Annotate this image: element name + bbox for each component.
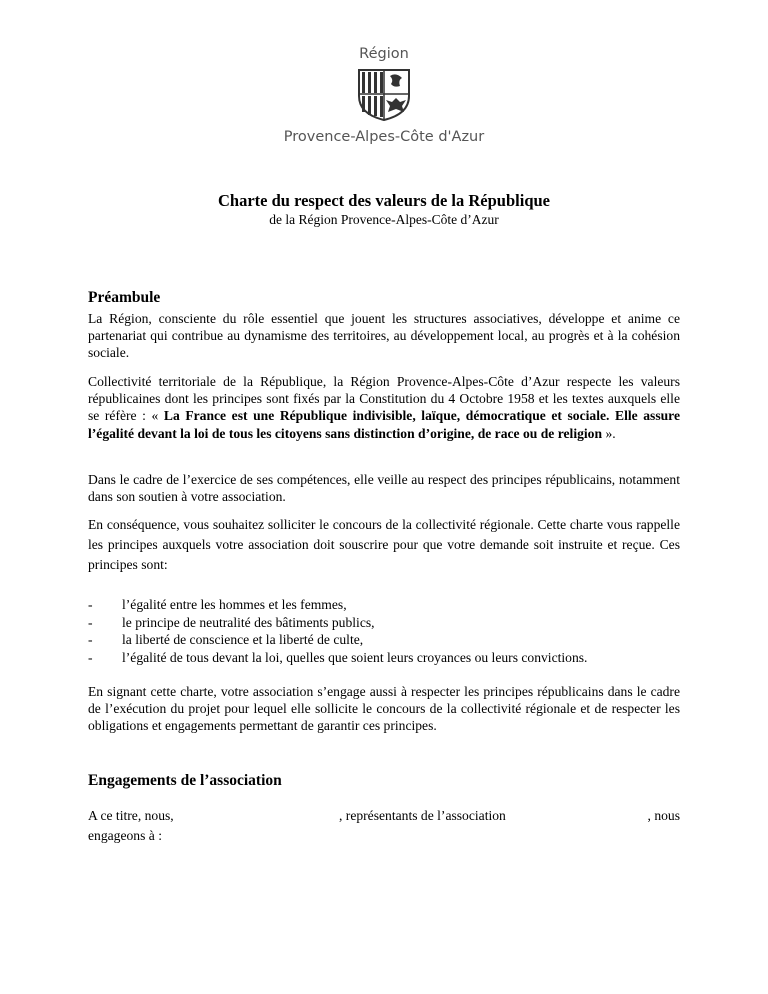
preambule-p3 [88, 471, 680, 505]
document-subtitle: de la Région Provence-Alpes-Côte d’Azur [269, 212, 499, 227]
preambule-heading: Préambule [88, 289, 161, 306]
engagement-line-2 [88, 828, 680, 844]
list-item: - le principe de neutralité des bâtiments publics, [88, 614, 680, 632]
logo-top-text: Région [359, 46, 409, 62]
engagement-text-3: , nous [647, 808, 680, 823]
engagement-text-2: , représentants de l’association [339, 808, 506, 823]
constitution-quote: La France est une République indivisible, laïque, démocratique et sociale. Elle assure l’égalité devant la loi de tous les citoyens sans distinction d’origine, de race ou de religion [88, 408, 680, 441]
engagement-text-1: A ce titre, nous, [88, 808, 174, 823]
logo-bottom-text: Provence-Alpes-Côte d'Azur [283, 129, 485, 145]
engagement-line-1 [88, 808, 680, 826]
paragraph-text [88, 373, 680, 442]
document-title: Charte du respect des valeurs de la République [218, 191, 550, 210]
paragraph-text: La Région, consciente du rôle essentiel que jouent les structures associatives, développe et anime ce partenariat qui contribue au dynamisme des territoires, au développement local, au progrès et à la cohésion sociale. [88, 311, 680, 361]
list-item: - l’égalité de tous devant la loi, quelles que soient leurs croyances ou leurs convictions. [88, 649, 680, 667]
paragraph-text: Dans le cadre de l’exercice de ses compétences, elle veille au respect des principes républicains, notamment dans son soutien à votre association. [88, 472, 680, 505]
coat-of-arms-icon [356, 68, 412, 122]
document-header [0, 191, 768, 228]
list-item: - l’égalité entre les hommes et les femmes, [88, 596, 680, 614]
principles-list [88, 596, 680, 666]
preambule-p5 [88, 683, 680, 735]
list-item: - la liberté de conscience et la liberté de culte, [88, 631, 680, 649]
paragraph-text: En signant cette charte, votre association s’engage aussi à respecter les principes républicains dans le cadre de l’exécution du projet pour lequel elle sollicite le concours de la collectivité régionale et de respecter les obligations et engagements permettant de garantir ces principes. [88, 684, 680, 734]
preambule-p2 [88, 373, 680, 442]
p2-intro: Collectivité territoriale de la République, la Région Provence-Alpes-Côte d’Azur respecte les valeurs républicaines dont les principes sont fixés par la Constitution du 4 Octobre 1958 et les textes auxquels elle se réfère : « [88, 374, 680, 424]
engagements-heading: Engagements de l’association [88, 772, 282, 789]
engagement-text-4: engageons à : [88, 828, 162, 843]
principles-list-container [88, 596, 680, 666]
p2-end: ». [602, 425, 616, 441]
preambule-p1 [88, 310, 680, 362]
paragraph-text: En conséquence, vous souhaitez solliciter le concours de la collectivité régionale. Cette charte vous rappelle les principes auxquels votre association doit souscrire pour que votre demande soit instruite et reçue. Ces principes sont: [88, 517, 680, 572]
region-logo [278, 40, 490, 145]
preambule-p4 [88, 515, 680, 575]
